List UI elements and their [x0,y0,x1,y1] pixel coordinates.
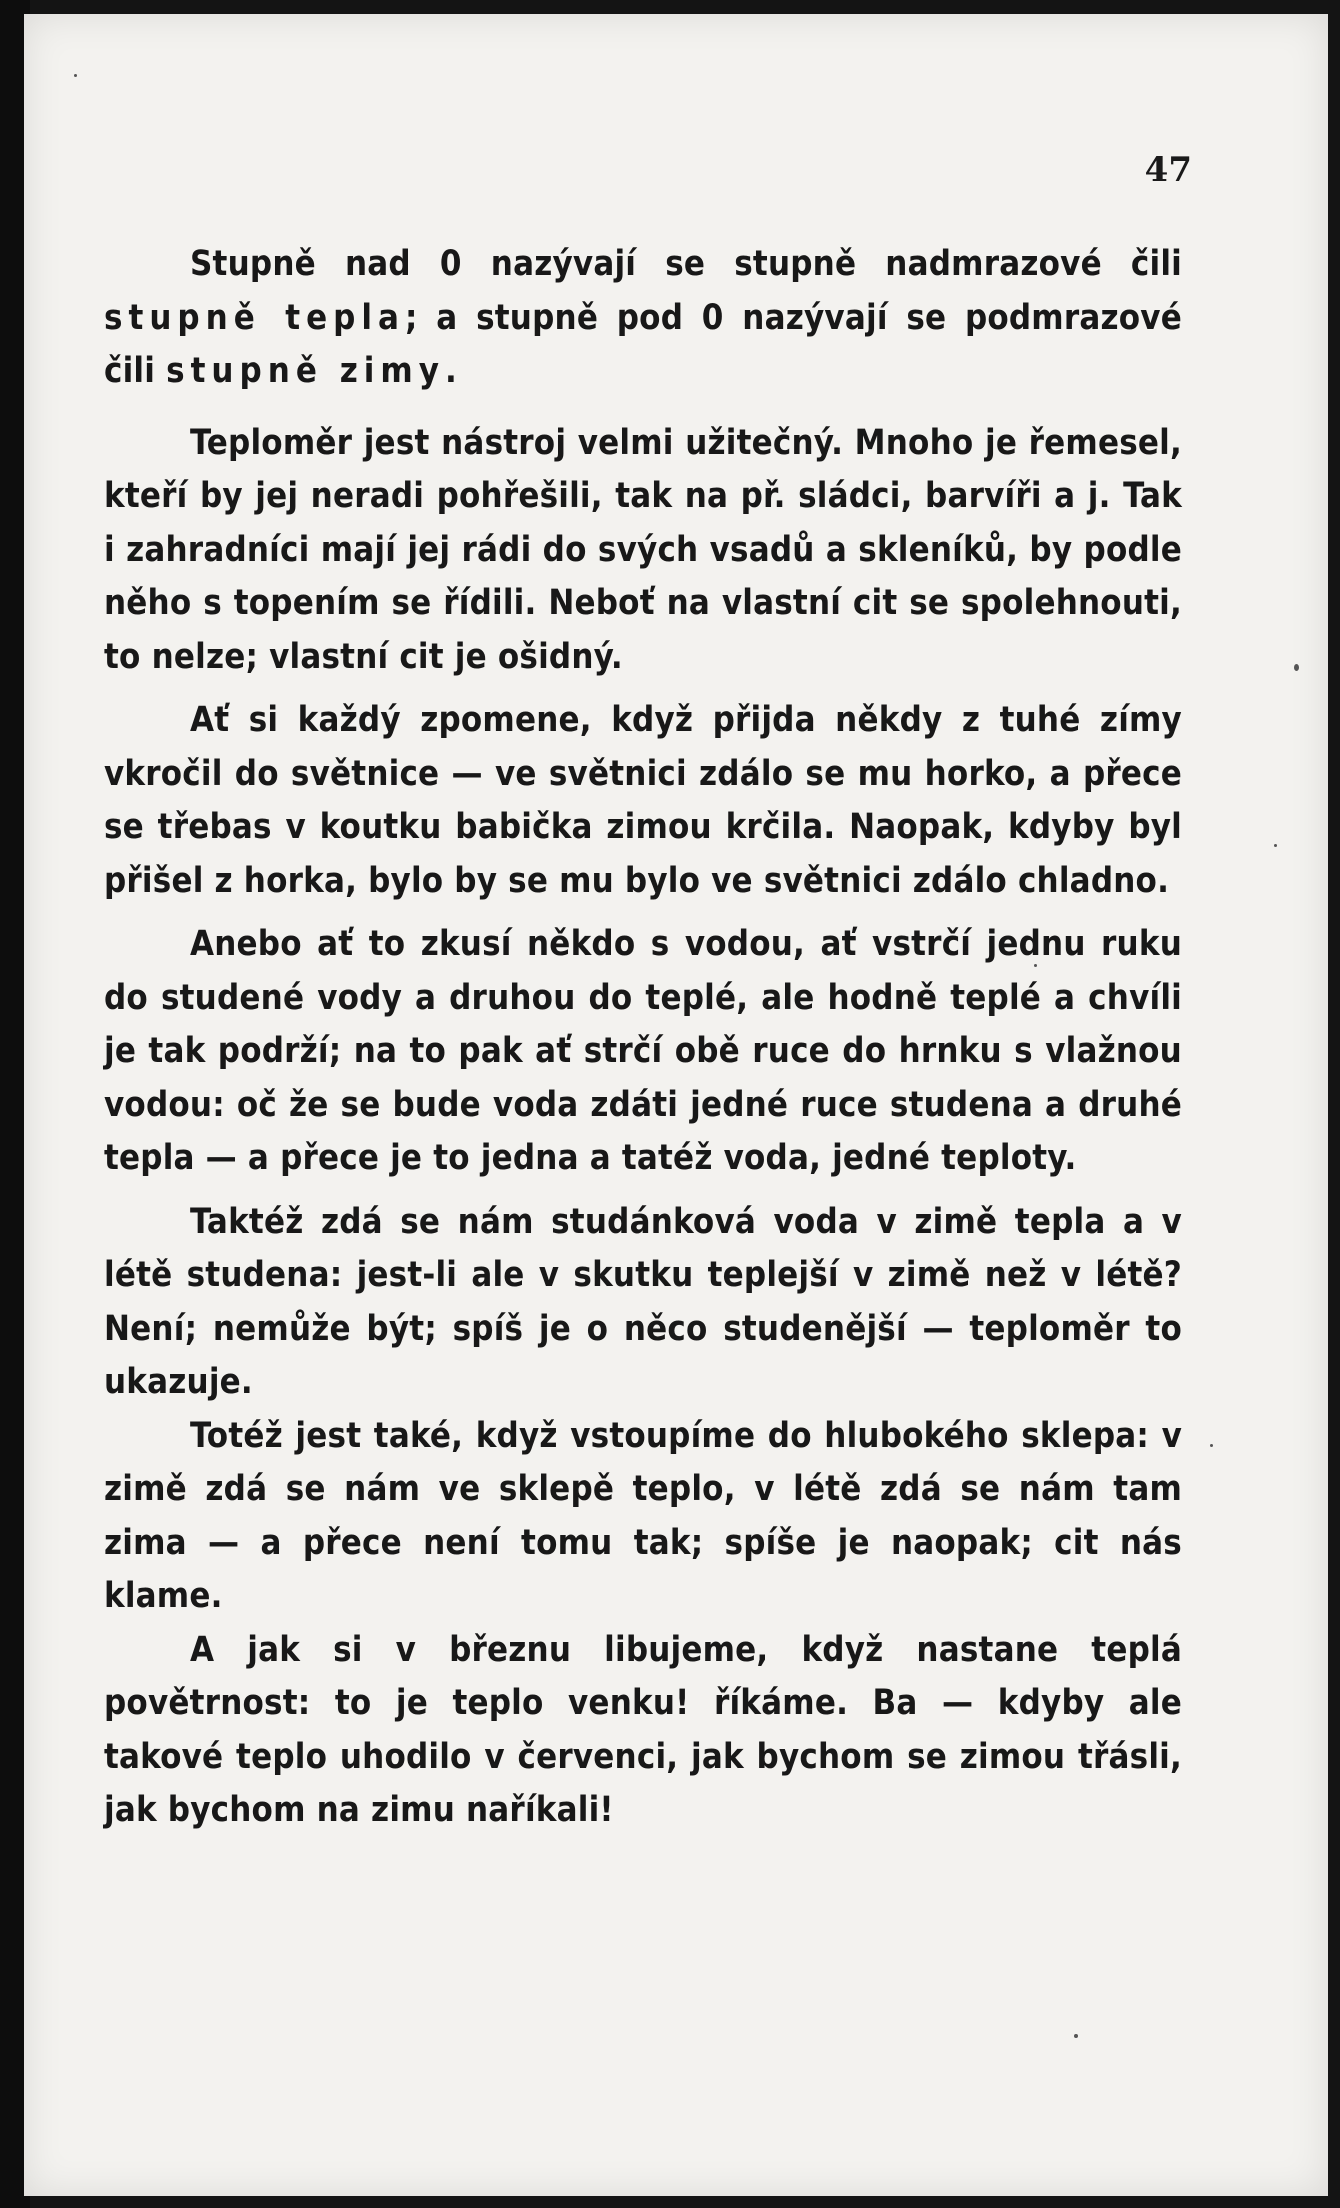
paper-speck [1074,2034,1078,2038]
paper-speck [1294,664,1299,671]
text-segment: . [444,351,457,391]
text-segment: Stupně nad 0 nazývají se stupně nadmrazové čili [190,244,1182,284]
spaced-emphasis: stupně zimy [166,351,445,391]
paragraph-4: Anebo ať to zkusí někdo s vodou, ať vstrčí jednu ruku do studené vody a druhou do teplé, ale hodně teplé a chvíli je tak podrží; na to pak ať strčí obě ruce do hrnku s vlažnou vodou: oč že se bude voda zdáti jedné ruce studena a druhé tepla — a přece je to jedna a tatéž voda, jedné teploty. [104,924,1182,1178]
paragraph-1 [104,238,1182,399]
paper-speck [1274,844,1277,847]
paragraph-6: Totéž jest také, když vstoupíme do hlubokého sklepa: v zimě zdá se nám ve sklepě teplo, v létě zdá se nám tam zima — a přece není tomu tak; spíše je naopak; cit nás klame. [104,1415,1182,1616]
page-number: 47 [1144,150,1192,190]
text-segment: ; a stupně pod 0 nazývají se podmrazové čili [104,297,1182,391]
paper-speck [1210,1444,1213,1447]
paragraph-5: Taktéž zdá se nám studánková voda v zimě tepla a v létě studena: jest-li ale v skutku teplejší v zimě než v létě? Není; nemůže být; spíš je o něco studenější — teploměr to ukazuje. [104,1201,1182,1402]
paper-speck [74,74,77,77]
paragraph-2: Teploměr jest nástroj velmi užitečný. Mnoho je řemesel, kteří by jej neradi pohřešili, tak na př. sládci, barvíři a j. Tak i zahradníci mají jej rádi do svých vsadů a skleníků, by podle něho s topením se řídili. Neboť na vlastní cit se spolehnouti, to nelze; vlastní cit je ošidný. [104,422,1182,677]
paragraph-7: A jak si v březnu libujeme, když nastane teplá povětrnost: to je teplo venku! říkáme. Ba — kdyby ale takové teplo uhodilo v červenci, jak bychom se zimou třásli, jak bychom na zimu naříkali! [104,1629,1182,1830]
paragraph-3: Ať si každý zpomene, když přijda někdy z tuhé zímy vkročil do světnice — ve světnici zdálo se mu horko, a přece se třebas v koutku babička zimou krčila. Naopak, kdyby byl přišel z horka, bylo by se mu bylo ve světnici zdálo chladno. [104,700,1182,901]
body-text [104,238,1182,1838]
spaced-emphasis: stupně tepla [104,297,405,338]
